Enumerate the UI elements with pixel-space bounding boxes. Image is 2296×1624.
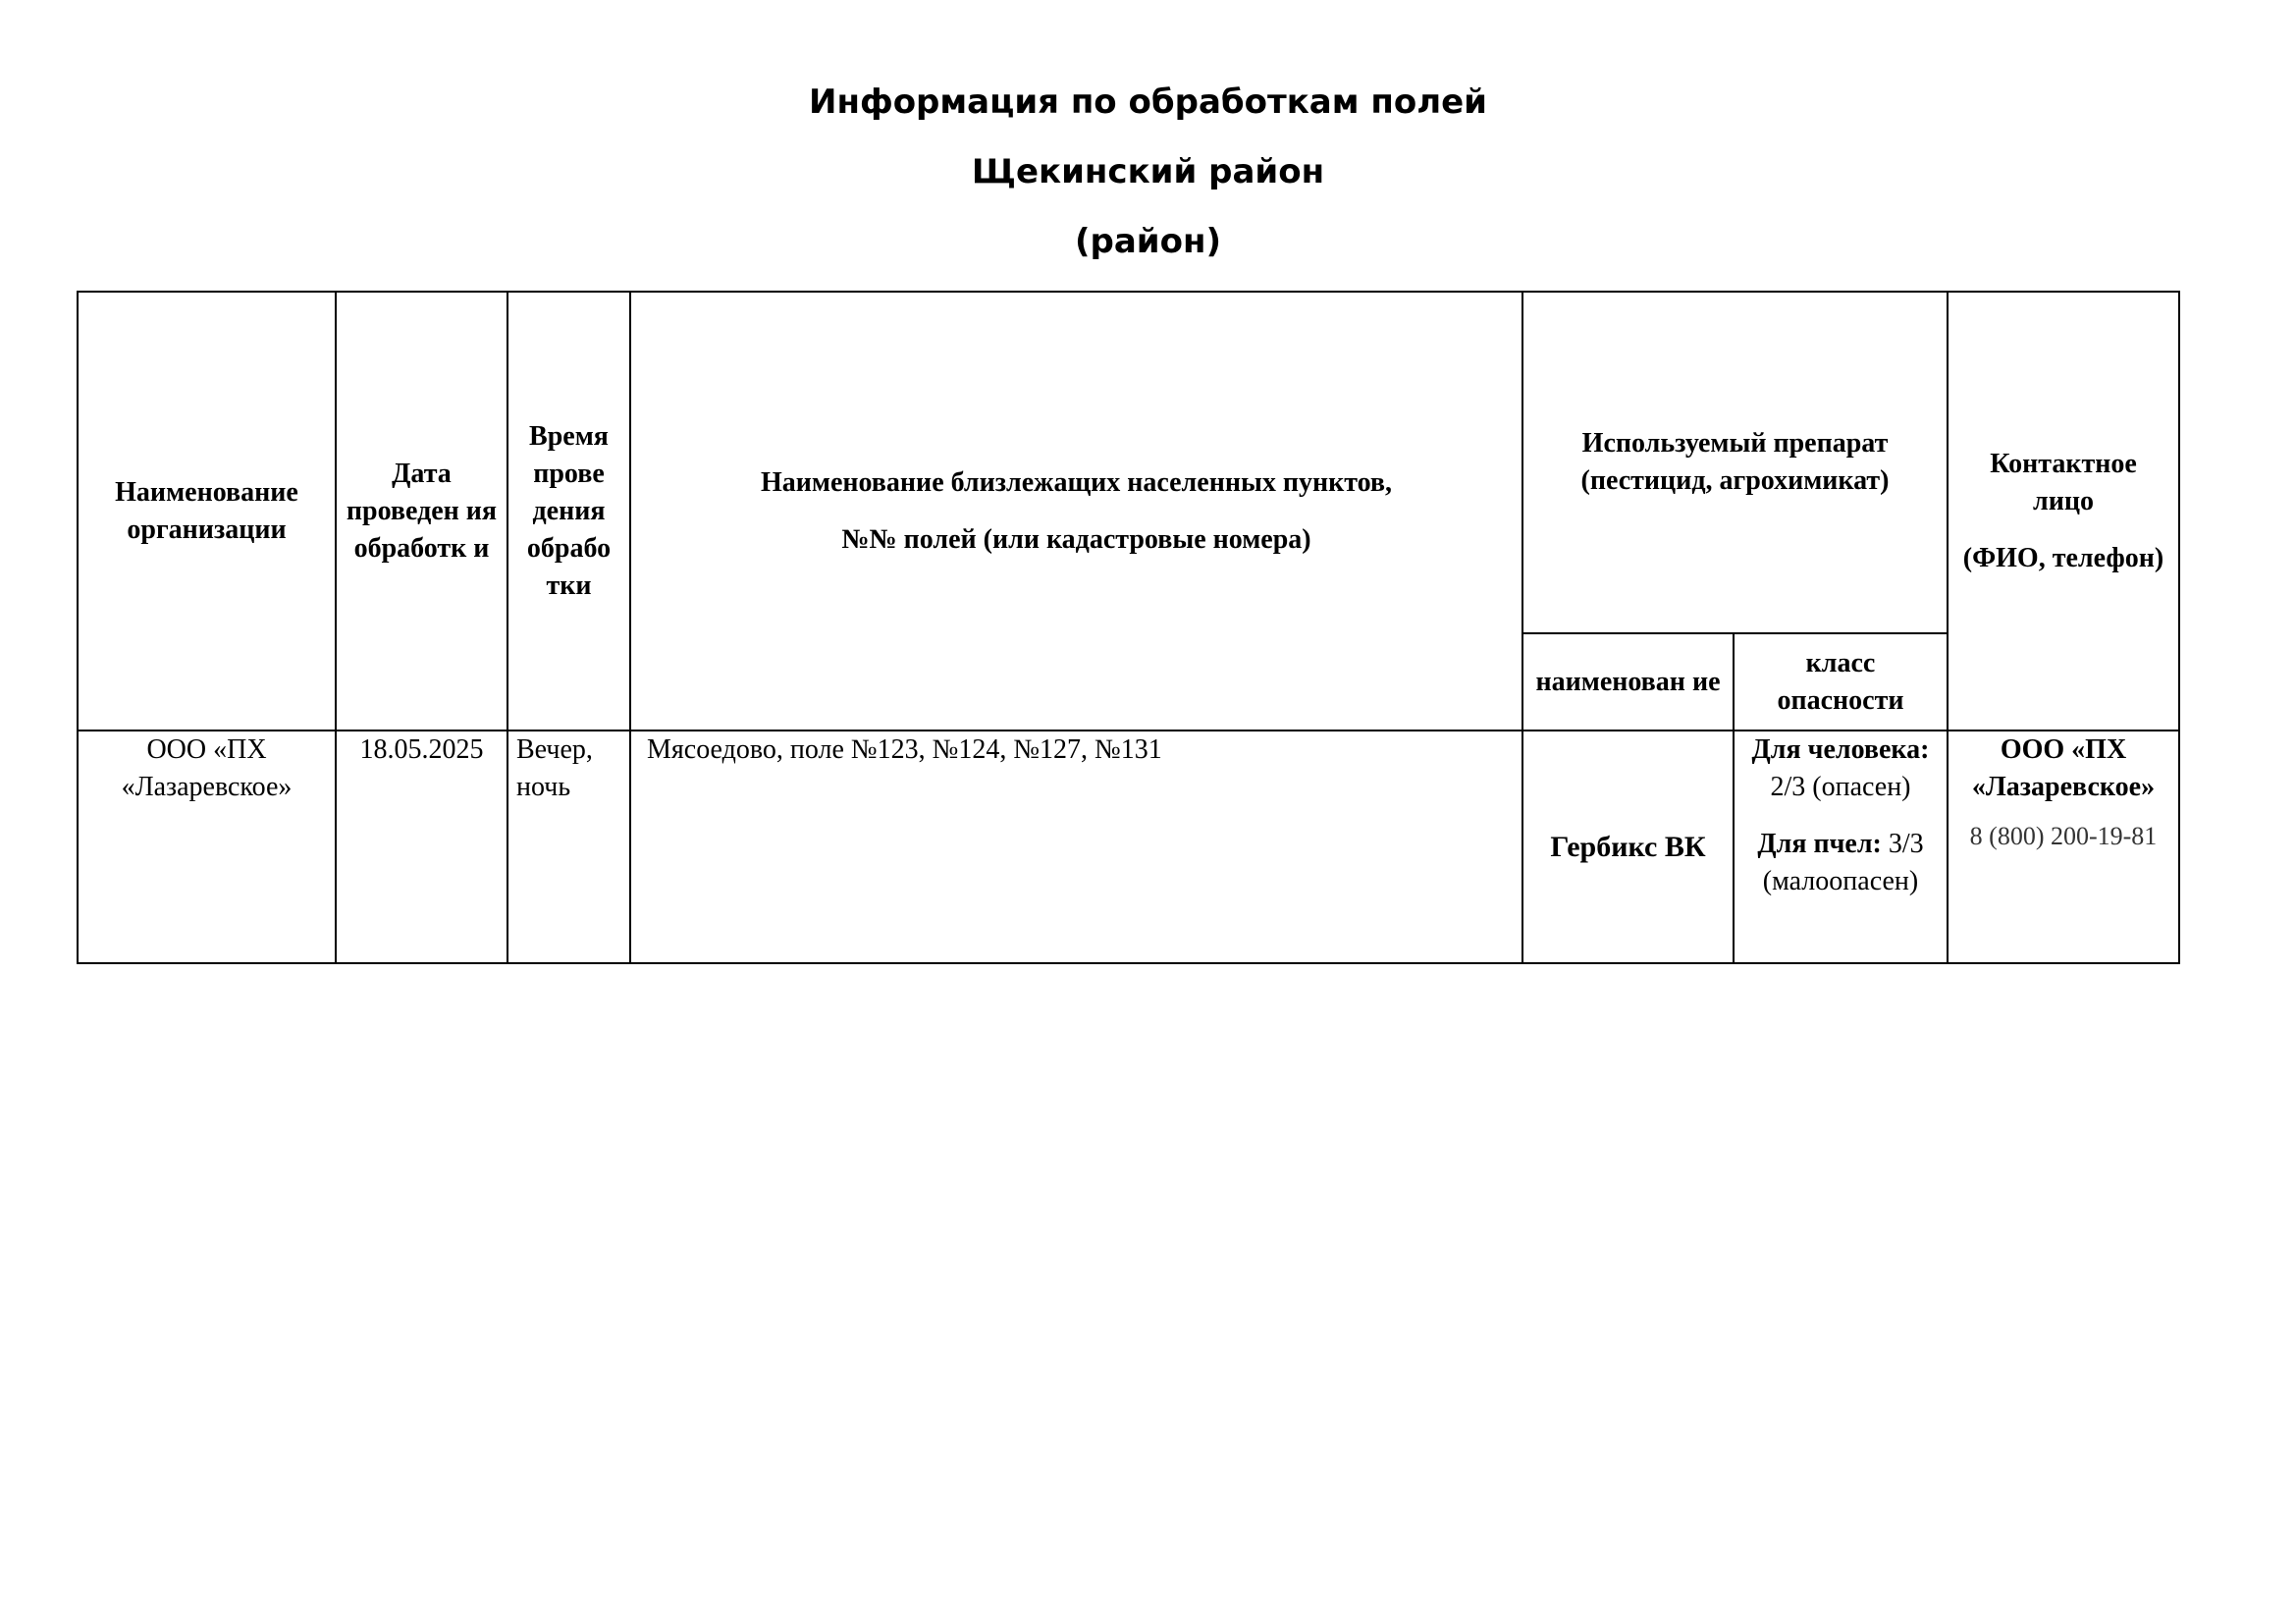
hazard-human-value: 2/3 (опасен) [1770,772,1911,802]
document-title: Информация по обработкам полей [809,82,1487,122]
district-name: Щекинский район [971,152,1325,191]
header-places [630,292,1522,731]
header-places-line1: Наименование близлежащих населенных пунктов, [760,466,1393,498]
header-contact-line1: Контактное лицо [1990,448,2137,516]
header-contact [1948,292,2179,731]
hazard-bees-label: Для пчел: [1757,829,1882,859]
cell-org: ООО «ПХ «Лазаревское» [78,731,336,963]
cell-places: Мясоедово, поле №123, №124, №127, №131 [630,731,1522,963]
header-places-line2: №№ полей (или кадастровые номера) [841,523,1311,555]
cell-time: Вечер, ночь [507,731,630,963]
hazard-bees-value: 3/3 (малоопасен) [1762,829,1924,896]
header-prep-class: класс опасности [1734,633,1948,731]
contact-phone: 8 (800) 200-19-81 [1969,822,2158,850]
cell-hazard-class [1734,731,1948,963]
district-caption: (район) [1074,222,1222,261]
header-contact-line2: (ФИО, телефон) [1962,542,2164,573]
header-time: Время прове дения обрабо тки [507,292,630,731]
hazard-human [1742,731,1939,806]
hazard-human-label: Для человека: [1751,734,1930,765]
document-header [0,77,2296,286]
cell-date: 18.05.2025 [336,731,507,963]
contact-name: ООО «ПХ «Лазаревское» [1971,734,2156,802]
cell-prep-name: Гербикс ВК [1522,731,1734,963]
header-org: Наименование организации [78,292,336,731]
header-prep-name: наименован ие [1522,633,1734,731]
header-date: Дата проведен ия обработк и [336,292,507,731]
table-row [78,731,2179,963]
hazard-bees [1742,826,1939,900]
table-header-row [78,292,2179,633]
cell-contact [1948,731,2179,963]
header-preparation: Используемый препарат (пестицид, агрохимикат) [1522,292,1948,633]
treatment-table [77,291,2180,964]
